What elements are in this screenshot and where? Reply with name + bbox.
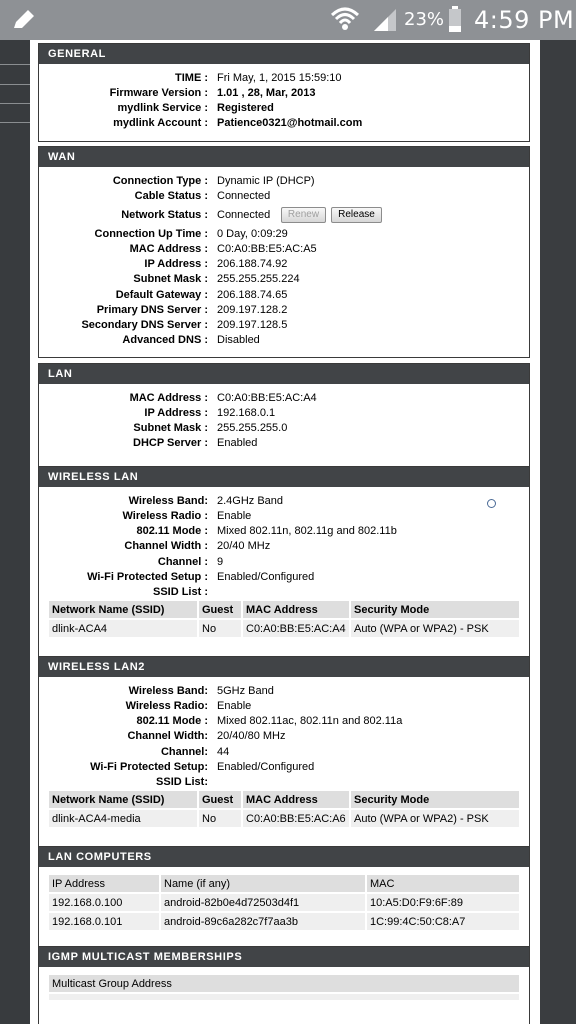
section-header: LAN COMPUTERS — [39, 847, 529, 867]
wan-primary-dns-label: Primary DNS Server : — [96, 304, 208, 316]
mydlink-account-label: mydlink Account : — [113, 117, 208, 129]
wlan2-band-label: Wireless Band: — [128, 685, 208, 697]
wlan-channel-value: 9 — [217, 556, 224, 568]
table-cell: dlink-ACA4 — [49, 620, 197, 637]
wlan-channel-label: Channel : — [157, 556, 208, 568]
lan-dhcp-value: Enabled — [217, 437, 258, 449]
lan-subnet-value: 255.255.255.0 — [217, 422, 288, 434]
igmp-table — [47, 973, 521, 1002]
wlan-ssid-list-label: SSID List : — [152, 586, 208, 598]
section-header: WAN — [39, 147, 529, 167]
wlan2-channel-value: 44 — [217, 746, 230, 758]
column-header: IP Address — [49, 875, 159, 892]
wan-subnet-value: 255.255.255.224 — [217, 273, 300, 285]
wifi-icon — [330, 5, 360, 33]
column-header: Multicast Group Address — [49, 975, 519, 992]
battery-icon — [448, 6, 462, 33]
wan-primary-dns-value: 209.197.128.2 — [217, 304, 288, 316]
column-header: MAC Address — [243, 601, 349, 618]
column-header: Network Name (SSID) — [49, 601, 197, 618]
wlan-band-label: Wireless Band: — [128, 495, 208, 507]
wlan2-mode-label: 802.11 Mode : — [136, 715, 208, 727]
table-cell: Auto (WPA or WPA2) - PSK — [351, 620, 519, 637]
column-header: Security Mode — [351, 791, 519, 808]
firmware-value: 1.01 , 28, Mar, 2013 — [217, 87, 316, 99]
wan-network-status-label: Network Status : — [121, 209, 208, 221]
time-label: TIME : — [175, 72, 208, 84]
table-row — [49, 994, 519, 1000]
section-header: WIRELESS LAN2 — [39, 657, 529, 677]
table-header-row — [49, 975, 519, 992]
edit-pen-icon — [10, 8, 38, 32]
table-cell: dlink-ACA4-media — [49, 810, 197, 827]
wan-ip-value: 206.188.74.92 — [217, 258, 288, 270]
wlan-band-value: 2.4GHz Band — [217, 495, 284, 507]
firmware-label: Firmware Version : — [109, 87, 208, 99]
release-button[interactable]: Release — [331, 207, 382, 223]
section-header: WIRELESS LAN — [39, 467, 529, 487]
wan-connection-type-label: Connection Type : — [112, 175, 208, 187]
wan-uptime-value: 0 Day, 0:09:29 — [217, 228, 288, 240]
wan-cable-status-value: Connected — [217, 190, 271, 202]
status-page — [30, 40, 540, 1024]
column-header: MAC — [367, 875, 519, 892]
table-cell: Auto (WPA or WPA2) - PSK — [351, 810, 519, 827]
wan-advanced-dns-value: Disabled — [217, 334, 260, 346]
section-header: GENERAL — [39, 44, 529, 64]
lan-dhcp-label: DHCP Server : — [133, 437, 208, 449]
wlan-wps-value: Enabled/Configured — [217, 571, 315, 583]
table-row — [49, 810, 519, 827]
table-cell: 192.168.0.101 — [49, 913, 159, 930]
wan-mac-value: C0:A0:BB:E5:AC:A5 — [217, 243, 317, 255]
wlan2-wps-value: Enabled/Configured — [217, 761, 315, 773]
wlan-radio-value: Enable — [217, 510, 252, 522]
table-row — [49, 913, 519, 930]
wan-section — [38, 146, 530, 358]
wlan-radio-label: Wireless Radio : — [122, 510, 208, 522]
right-margin — [540, 40, 576, 1024]
wlan2-band-value: 5GHz Band — [217, 685, 274, 697]
mydlink-service-label: mydlink Service : — [117, 102, 208, 114]
nav-divider — [0, 84, 30, 85]
column-header: MAC Address — [243, 791, 349, 808]
wlan2-channel-label: Channel: — [160, 746, 208, 758]
nav-divider — [0, 122, 30, 123]
clock: 4:59 PM — [474, 6, 575, 34]
wlan2-mode-value: Mixed 802.11ac, 802.11n and 802.11a — [217, 715, 403, 727]
lan-ip-label: IP Address : — [144, 407, 208, 419]
table-cell: No — [199, 620, 241, 637]
column-header: Network Name (SSID) — [49, 791, 197, 808]
wan-connection-type-value: Dynamic IP (DHCP) — [217, 175, 315, 187]
wan-cable-status-label: Cable Status : — [134, 190, 208, 202]
table-header-row — [49, 791, 519, 808]
table-cell: C0:A0:BB:E5:AC:A6 — [243, 810, 349, 827]
wan-mac-label: MAC Address : — [129, 243, 208, 255]
lan-subnet-label: Subnet Mask : — [133, 422, 208, 434]
table-header-row — [49, 875, 519, 892]
wlan2-radio-value: Enable — [217, 700, 252, 712]
lan-computers-table — [47, 873, 521, 932]
battery-percent: 23% — [404, 9, 445, 30]
wan-ip-label: IP Address : — [144, 258, 208, 270]
general-section — [38, 43, 530, 142]
renew-button[interactable]: Renew — [281, 207, 326, 223]
mydlink-service-value: Registered — [217, 102, 274, 114]
wlan-width-value: 20/40 MHz — [217, 540, 271, 552]
section-header: IGMP MULTICAST MEMBERSHIPS — [39, 947, 529, 967]
column-header: Guest — [199, 791, 241, 808]
wlan-width-label: Channel Width : — [124, 540, 208, 552]
table-cell: 1C:99:4C:50:C8:A7 — [367, 913, 519, 930]
nav-divider — [0, 64, 30, 65]
wlan-wps-label: Wi-Fi Protected Setup : — [87, 571, 208, 583]
lan-ip-value: 192.168.0.1 — [217, 407, 276, 419]
lan-mac-label: MAC Address : — [129, 392, 208, 404]
section-header: LAN — [39, 364, 529, 384]
table-row — [49, 620, 519, 637]
igmp-section — [38, 946, 530, 1024]
wlan2-width-value: 20/40/80 MHz — [217, 730, 286, 742]
table-cell: 10:A5:D0:F9:6F:89 — [367, 894, 519, 911]
wan-network-status-value: Connected — [217, 209, 271, 221]
time-value: Fri May, 1, 2015 15:59:10 — [217, 72, 342, 84]
wan-secondary-dns-value: 209.197.128.5 — [217, 319, 288, 331]
wlan-mode-value: Mixed 802.11n, 802.11g and 802.11b — [217, 525, 397, 537]
wan-gateway-value: 206.188.74.65 — [217, 289, 288, 301]
table-cell: 192.168.0.100 — [49, 894, 159, 911]
wlan2-width-label: Channel Width: — [127, 730, 208, 742]
wlan-mode-label: 802.11 Mode : — [136, 525, 208, 537]
status-bar — [0, 0, 576, 40]
column-header: Guest — [199, 601, 241, 618]
column-header: Name (if any) — [161, 875, 365, 892]
table-cell: android-82b0e4d72503d4f1 — [161, 894, 365, 911]
wlan2-ssid-table — [47, 789, 521, 829]
signal-strength-icon — [372, 7, 398, 33]
wan-uptime-label: Connection Up Time : — [94, 228, 208, 240]
wlan2-ssid-list-label: SSID List: — [156, 776, 208, 788]
wlan2-radio-label: Wireless Radio: — [125, 700, 208, 712]
table-cell: No — [199, 810, 241, 827]
table-header-row — [49, 601, 519, 618]
table-cell: C0:A0:BB:E5:AC:A4 — [243, 620, 349, 637]
nav-divider — [0, 103, 30, 104]
table-cell — [49, 994, 519, 1000]
table-cell: android-89c6a282c7f7aa3b — [161, 913, 365, 930]
wan-subnet-label: Subnet Mask : — [133, 273, 208, 285]
lan-mac-value: C0:A0:BB:E5:AC:A4 — [217, 392, 317, 404]
wan-advanced-dns-label: Advanced DNS : — [122, 334, 208, 346]
mydlink-account-value: Patience0321@hotmail.com — [217, 117, 363, 129]
column-header: Security Mode — [351, 601, 519, 618]
wlan2-wps-label: Wi-Fi Protected Setup: — [90, 761, 208, 773]
left-nav-panel — [0, 40, 30, 1024]
wan-secondary-dns-label: Secondary DNS Server : — [81, 319, 208, 331]
wan-gateway-label: Default Gateway : — [115, 289, 208, 301]
table-row — [49, 894, 519, 911]
wlan-ssid-table — [47, 599, 521, 639]
